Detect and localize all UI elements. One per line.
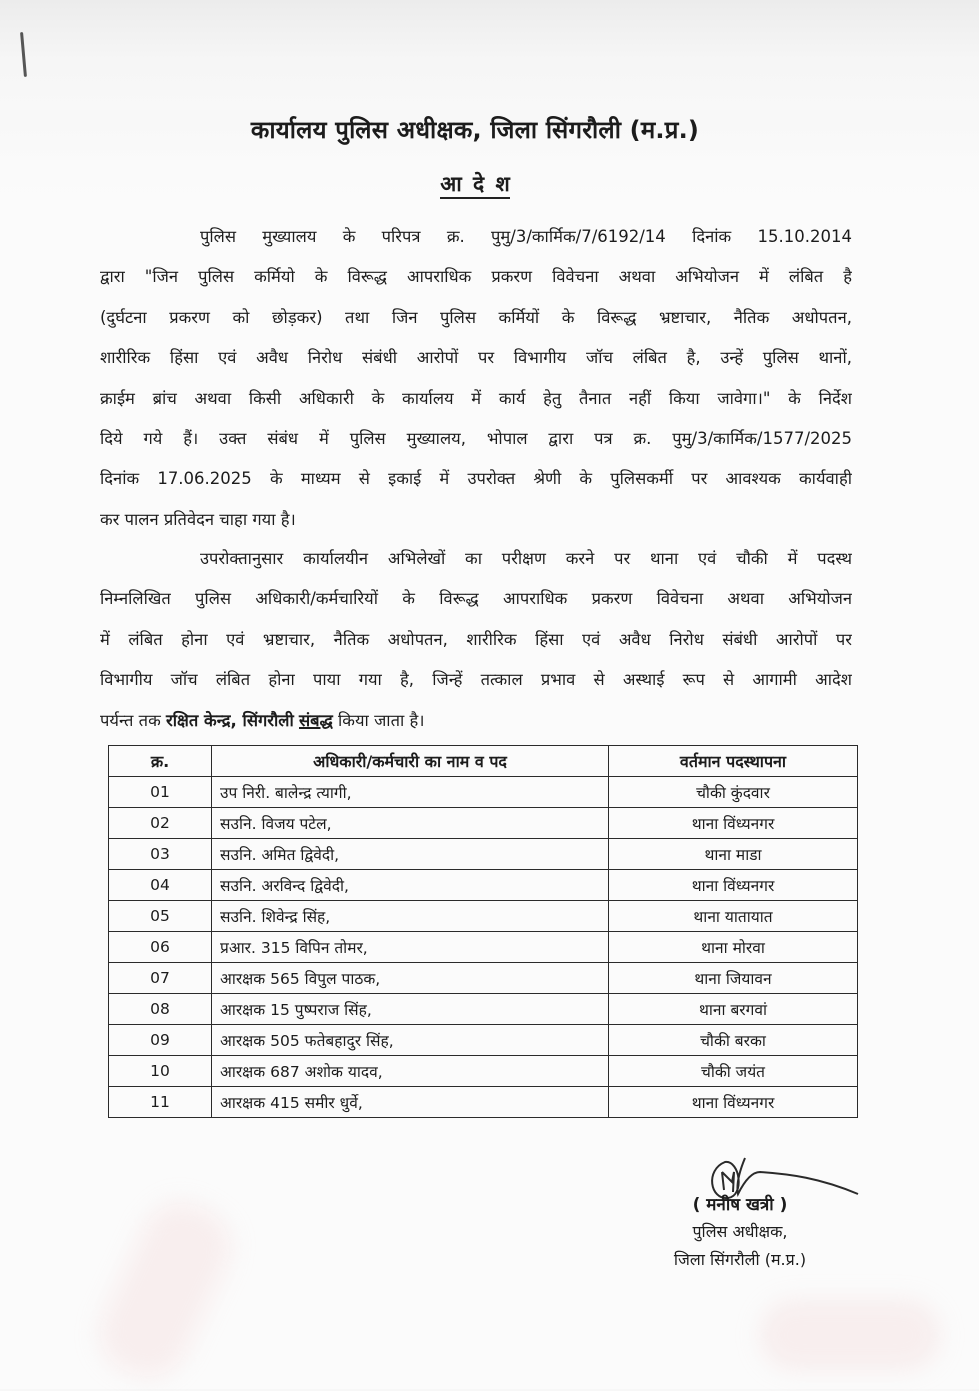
paragraph-line: दिये गये हैं। उक्त संबंध में पुलिस मुख्यालय, भोपाल द्वारा पत्र क्र. पुमु/3/कार्मिक/1577/2025: [100, 428, 852, 448]
serial-cell: 02: [109, 808, 212, 839]
header-name: अधिकारी/कर्मचारी का नाम व पद: [212, 746, 609, 777]
paragraph-last-line: [100, 701, 852, 741]
name-cell: आरक्षक 415 समीर धुर्वे,: [212, 1087, 609, 1118]
name-cell: आरक्षक 15 पुष्पराज सिंह,: [212, 994, 609, 1025]
serial-cell: 11: [109, 1087, 212, 1118]
paragraph-line: विभागीय जॉच लंबित होना पाया गया है, जिन्हें तत्काल प्रभाव से अस्थाई रूप से आगामी आदेश: [100, 670, 852, 690]
name-cell: आरक्षक 565 विपुल पाठक,: [212, 963, 609, 994]
name-cell: सउनि. शिवेन्द्र सिंह,: [212, 901, 609, 932]
posting-cell: थाना विंध्यनगर: [609, 870, 858, 901]
paragraph-line: द्वारा "जिन पुलिस कर्मियो के विरूद्ध आपराधिक प्रकरण विवेचना अथवा अभियोजन में लंबित है: [100, 267, 852, 287]
paper-smudge: [86, 1189, 244, 1390]
name-cell: प्रआर. 315 विपिन तोमर,: [212, 932, 609, 963]
name-cell: आरक्षक 505 फतेबहादुर सिंह,: [212, 1025, 609, 1056]
table-row: [109, 808, 858, 839]
serial-cell: 05: [109, 901, 212, 932]
paragraph-line: कर पालन प्रतिवेदन चाहा गया है।: [100, 509, 296, 529]
order-heading-text: आ दे श: [440, 172, 510, 199]
name-cell: सउनि. विजय पटेल,: [212, 808, 609, 839]
table-row: [109, 901, 858, 932]
office-title: कार्यालय पुलिस अधीक्षक, जिला सिंगरौली (म.प्र.): [250, 116, 700, 144]
paragraph-line: शारीरिक हिंसा एवं अवैध निरोध संबंधी आरोपों पर विभागीय जॉच लंबित है, उन्हें पुलिस थानों,: [100, 348, 852, 368]
table-row: [109, 1087, 858, 1118]
signatory-designation: पुलिस अधीक्षक,: [692, 1222, 788, 1241]
paragraph-1: [100, 217, 852, 540]
paragraph-line: (दुर्घटना प्रकरण को छोड़कर) तथा जिन पुलिस कर्मियों के विरूद्ध भ्रष्टाचार, नैतिक अधोपतन,: [100, 307, 852, 327]
order-heading: [0, 170, 950, 198]
attached-word: संबद्ध: [299, 710, 333, 730]
header-posting: वर्तमान पदस्थापना: [609, 746, 858, 777]
posting-cell: थाना मोरवा: [609, 932, 858, 963]
serial-cell: 10: [109, 1056, 212, 1087]
name-cell: आरक्षक 687 अशोक यादव,: [212, 1056, 609, 1087]
posting-cell: थाना जियावन: [609, 963, 858, 994]
name-cell: उप निरी. बालेन्द्र त्यागी,: [212, 777, 609, 808]
paragraph-line: दिनांक 17.06.2025 के माध्यम से इकाई में उपरोक्त श्रेणी के पुलिसकर्मी पर आवश्यक कार्यवाही: [100, 469, 852, 489]
posting-cell: चौकी कुंदवार: [609, 777, 858, 808]
table-row: [109, 994, 858, 1025]
serial-cell: 01: [109, 777, 212, 808]
paragraph-line: क्राईम ब्रांच अथवा किसी अधिकारी के कार्यालय में कार्य हेतु तैनात नहीं किया जावेगा।" के निर्देश: [100, 388, 852, 408]
posting-cell: थाना विंध्यनगर: [609, 808, 858, 839]
name-cell: सउनि. अरविन्द द्विवेदी,: [212, 870, 609, 901]
posting-cell: थाना विंध्यनगर: [609, 1087, 858, 1118]
serial-cell: 08: [109, 994, 212, 1025]
posting-cell: चौकी जयंत: [609, 1056, 858, 1087]
paragraph-line: में लंबित होना एवं भ्रष्टाचार, नैतिक अधोपतन, शारीरिक हिंसा एवं अवैध निरोध संबंधी आरोपों पर: [100, 629, 852, 649]
table-row: [109, 839, 858, 870]
table-row: [109, 1056, 858, 1087]
paper-smudge: [760, 1300, 940, 1370]
posting-cell: थाना यातायात: [609, 901, 858, 932]
table-row: [109, 963, 858, 994]
pen-mark: [20, 32, 27, 77]
table-row: [109, 777, 858, 808]
serial-cell: 04: [109, 870, 212, 901]
serial-cell: 09: [109, 1025, 212, 1056]
attached-unit: रक्षित केन्द्र, सिंगरौली: [166, 710, 294, 730]
serial-cell: 03: [109, 839, 212, 870]
table-row: [109, 870, 858, 901]
text-run: किया जाता है।: [338, 710, 425, 730]
paragraph-line: निम्नलिखित पुलिस अधिकारी/कर्मचारियों के विरूद्ध आपराधिक प्रकरण विवेचना अथवा अभियोजन: [100, 589, 852, 609]
signatory-name: ( मनीष खत्री ): [692, 1195, 788, 1215]
posting-cell: चौकी बरका: [609, 1025, 858, 1056]
table-row: [109, 1025, 858, 1056]
signatory-district: जिला सिंगरौली (म.प्र.): [673, 1250, 807, 1269]
posting-cell: थाना माडा: [609, 839, 858, 870]
personnel-table: [108, 745, 858, 1118]
serial-cell: 06: [109, 932, 212, 963]
paragraph-line: पुलिस मुख्यालय के परिपत्र क्र. पुमु/3/कार्मिक/7/6192/14 दिनांक 15.10.2014: [200, 227, 852, 246]
text-run: पर्यन्त तक: [100, 710, 161, 730]
header-serial: क्र.: [109, 746, 212, 777]
serial-cell: 07: [109, 963, 212, 994]
paragraph-2: [100, 539, 852, 741]
table-header-row: [109, 746, 858, 777]
signature-block: [620, 1150, 860, 1290]
table-row: [109, 932, 858, 963]
paragraph-line: उपरोक्तानुसार कार्यालयीन अभिलेखों का परीक्षण करने पर थाना एवं चौकी में पदस्थ: [200, 549, 852, 568]
posting-cell: थाना बरगवां: [609, 994, 858, 1025]
name-cell: सउनि. अमित द्विवेदी,: [212, 839, 609, 870]
